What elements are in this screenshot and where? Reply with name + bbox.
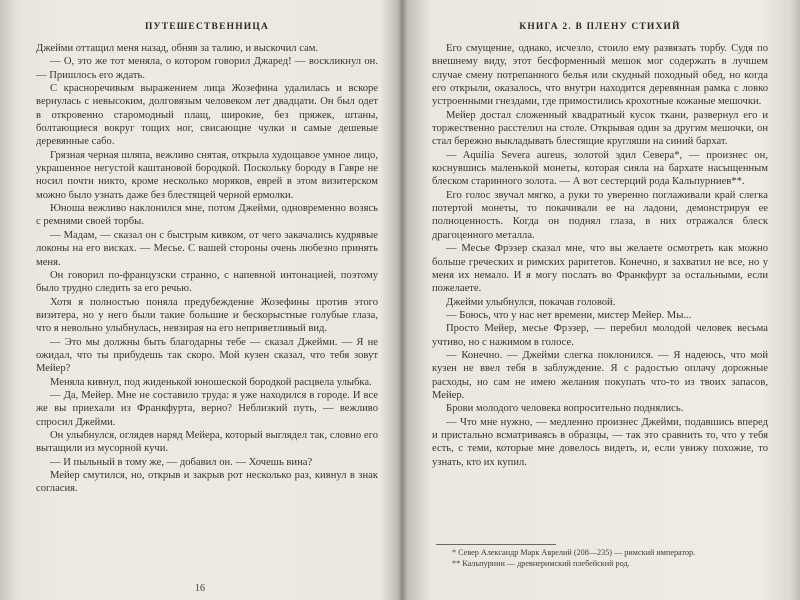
paragraph: — Да, Мейер. Мне не составило труда: я уже находился в городе. И все же вы приехали из Франкфурта, верно? Неблизкий путь, — вежливо спросил Джейми. bbox=[36, 389, 378, 428]
footnote: ** Кальпурнии — древнеримский плебейский род. bbox=[452, 558, 630, 568]
paragraph: — Aquilia Severa aureus, золотой эдил Севера*, — произнес он, коснувшись маленькой монеты, которая сияла на бархате насыщенным блеском старинного золота. — А вот сестерций рода Кальпурниев**. bbox=[432, 149, 768, 188]
paragraph: Юноша вежливо наклонился мне, потом Джейми, одновременно возясь с ремнями своей торбы. bbox=[36, 203, 378, 228]
right-page bbox=[402, 0, 800, 600]
paragraph: Мейер смутился, но, открыв и закрыв рот несколько раз, кивнул в знак согласия. bbox=[36, 470, 378, 495]
paragraph: — О, это же тот меняла, о котором говорил Джаред! — воскликнул он. — Пришлось его ждать. bbox=[36, 56, 378, 81]
paragraph: Его смущение, однако, исчезло, стоило ему развязать торбу. Судя по внешнему виду, этот бесформенный мешок мог содержать в лучшем случае смену потрепанного белья или скудный походный обед, но когда его открыли, оказалось, что внутри находится деревянная рамка с ловко устроенными гнездами, где примостились крохотные кожаные мешочки. bbox=[432, 43, 768, 108]
paragraph: Он улыбнулся, оглядев наряд Мейера, который выглядел так, словно его вытащили из мусорной кучи. bbox=[36, 429, 378, 455]
right-running-head: КНИГА 2. В ПЛЕНУ СТИХИЙ bbox=[519, 22, 681, 32]
paragraph: — Мадам, — сказал он с быстрым кивком, от чего закачались кудрявые локоны на его висках. — Месье. С вашей стороны очень любезно принять меня. bbox=[36, 229, 378, 268]
footnote: * Север Александр Марк Аврелий (208—235) — римский император. bbox=[452, 548, 696, 557]
paragraph: Его голос звучал мягко, а руки то уверенно поглаживали край слегка потертой монеты, то покачивали ее на ладони, демонстрируя ее полноценность. Когда он поднял глаза, в них отражался блеск драгоценного металла. bbox=[432, 189, 768, 241]
paragraph: — Боюсь, что у нас нет времени, мистер Мейер. Мы... bbox=[446, 309, 692, 321]
footnotes bbox=[432, 544, 768, 569]
footnote-divider bbox=[436, 544, 556, 545]
paragraph: Брови молодого человека вопросительно поднялись. bbox=[446, 403, 684, 415]
paragraph: — Это мы должны быть благодарны тебе — сказал Джейми. — Я не ожидал, что ты прибудешь так скоро. Мой кузен сказал, что тебя зовут Мейер? bbox=[36, 336, 378, 375]
paragraph: Хотя я полностью поняла предубеждение Жозефины против этого визитера, но у него были такие большие и бескорыстные голубые глаза, что я невольно улыбнулась, невзирая на его неприветливый вид. bbox=[36, 296, 378, 335]
left-page-text bbox=[36, 42, 378, 496]
paragraph: Джейми улыбнулся, покачав головой. bbox=[446, 296, 616, 308]
paragraph: Джейми оттащил меня назад, обняв за талию, и выскочил сам. bbox=[36, 43, 319, 54]
paragraph: Мейер достал сложенный квадратный кусок ткани, развернул его и торжественно расстелил на столе. Открывая один за другим мешочки, он стал бережно выкладывать блестящие кругляши на синий бархат. bbox=[432, 109, 768, 148]
paragraph: Грязная черная шляпа, вежливо снятая, открыла худощавое умное лицо, украшенное негустой каштановой бородкой. Поскольку бороду в Гавре не носил почти никто, кроме несколько моряков, еврей в этом визитерском можно было узнать даже без блестящей черной ермолки. bbox=[36, 149, 378, 201]
page-number: 16 bbox=[195, 583, 205, 594]
right-page-text bbox=[432, 42, 768, 469]
left-running-head: ПУТЕШЕСТВЕННИЦА bbox=[144, 22, 270, 32]
paragraph: — Конечно. — Джейми слегка поклонился. — Я надеюсь, что мой кузен не ввел тебя в заблуждение. Я с радостью оплачу дорожные расходы, но сам не имею желания покупать что-то из твоих запасов, Мейер. bbox=[432, 349, 768, 401]
paragraph: Просто Мейер, месье Фрэзер, — перебил молодой человек весьма учтиво, но с нажимом в голосе. bbox=[432, 323, 768, 348]
paragraph: Меняла кивнул, под жиденькой юношеской бородкой расцвела улыбка. bbox=[50, 376, 372, 388]
paragraph: С красноречивым выражением лица Жозефина удалилась и вскоре вернулась с невысоким, долговязым человеком лет двадцати. Он был одет в откровенно старомодный плащ, широкие, без пряжек, штаны, болтающиеся вокруг тощих ног, свисающие чулки и самые дешевые деревянные сабо. bbox=[36, 83, 378, 148]
paragraph: — Что мне нужно, — медленно произнес Джейми, подавшись вперед и пристально всматриваясь в образцы, — так это сравнить то, что у тебя есть, с теми, которые мне довелось видеть, и, если увижу похожие, то узнать, кто их купил. bbox=[432, 416, 768, 468]
paragraph: — И пыльный в тому же, — добавил он. — Хочешь вина? bbox=[50, 456, 313, 468]
paragraph: Он говорил по-французски странно, с напевной интонацией, поэтому было трудно следить за его речью. bbox=[36, 269, 378, 295]
paragraph: — Месье Фрэзер сказал мне, что вы желаете осмотреть как можно больше греческих и римских раритетов. Конечно, я захватил не все, но у меня их немало. И я могу послать во Франкфурт за остальными, если пожелаете. bbox=[432, 243, 768, 295]
